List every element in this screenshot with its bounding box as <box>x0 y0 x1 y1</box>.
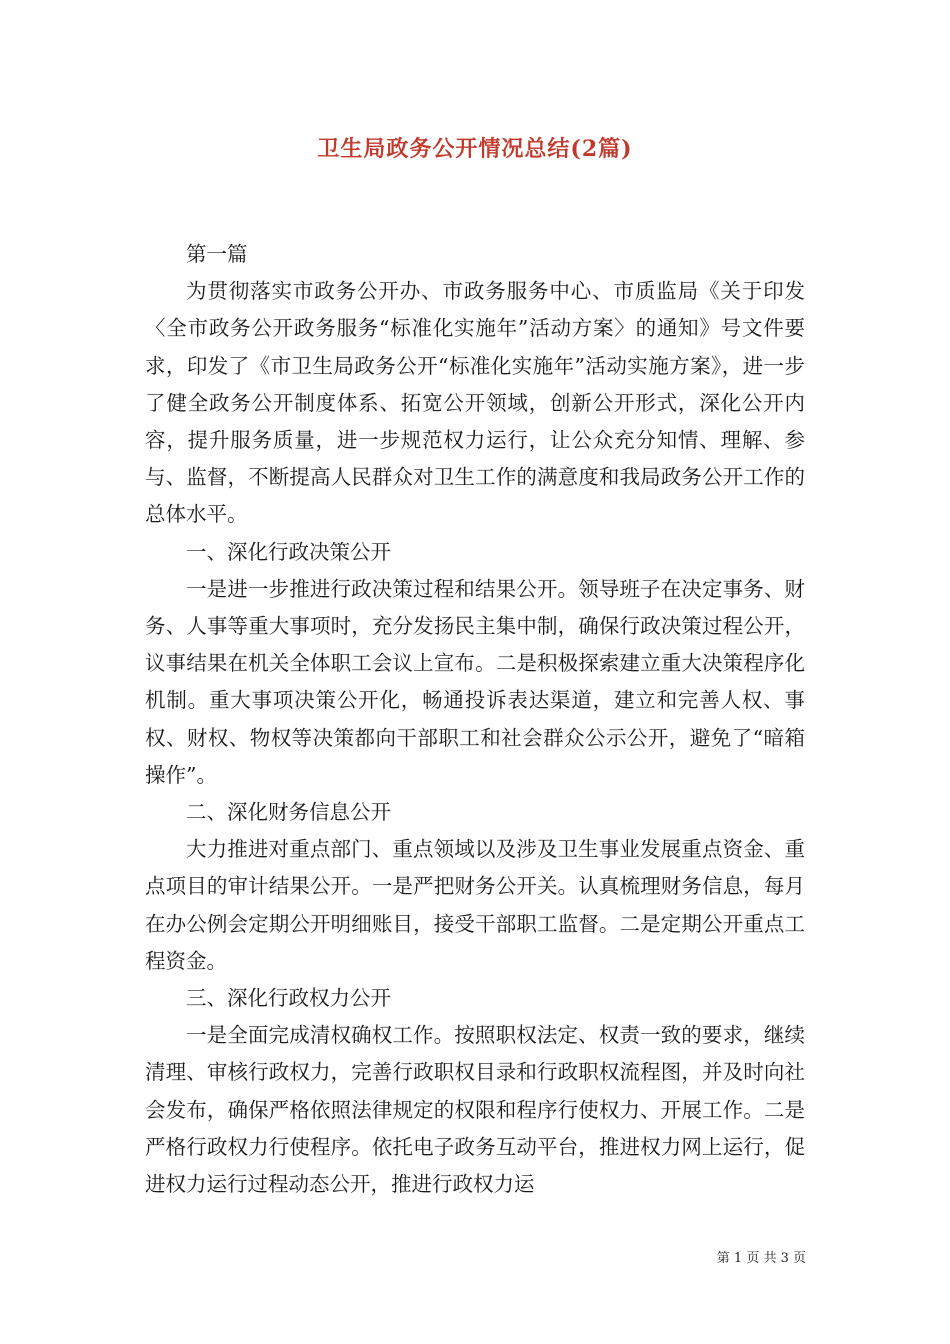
decision-paragraph: 一是进一步推进行政决策过程和结果公开。领导班子在决定事务、财务、人事等重大事项时，充分发扬民主集中制，确保行政决策过程公开，议事结果在机关全体职工会议上宣布。二是积极探索建立重大决策程序化机制。重大事项决策公开化，畅通投诉表达渠道，建立和完善人权、事权、财权、物权等决策都向干部职工和社会群众公示公开，避免了“暗箱操作”。 <box>145 576 805 787</box>
document-body <box>145 236 805 1203</box>
power-paragraph: 一是全面完成清权确权工作。按照职权法定、权责一致的要求，继续清理、审核行政权力，完善行政职权目录和行政职权流程图，并及时向社会发布，确保严格依照法律规定的权限和程序行使权力、开展工作。二是严格行政权力行使程序。依托电子政务互动平台，推进权力网上运行，促进权力运行过程动态公开，推进行政权力运 <box>145 1023 805 1197</box>
section-heading-decision: 一、深化行政决策公开 <box>186 539 391 564</box>
section-heading-finance: 二、深化财务信息公开 <box>186 800 391 825</box>
section-heading-first: 第一篇 <box>186 242 248 266</box>
finance-paragraph: 大力推进对重点部门、重点领域以及涉及卫生事业发展重点资金、重点项目的审计结果公开。一是严把财务公开关。认真梳理财务信息，每月在办公例会定期公开明细账目，接受干部职工监督。二是定期公开重点工程资金。 <box>145 837 805 973</box>
document-title: 卫生局政务公开情况总结(2篇) <box>317 136 633 162</box>
page-number: 第 1 页 共 3 页 <box>716 1251 806 1266</box>
intro-paragraph: 为贯彻落实市政务公开办、市政务服务中心、市质监局《关于印发〈全市政务公开政务服务“标准化实施年”活动方案〉的通知》号文件要求，印发了《市卫生局政务公开“标准化实施年”活动实施方案》，进一步了健全政务公开制度体系、拓宽公开领域，创新公开形式，深化公开内容，提升服务质量，进一步规范权力运行，让公众充分知情、理解、参与、监督，不断提高人民群众对卫生工作的满意度和我局政务公开工作的总体水平。 <box>145 279 805 527</box>
section-heading-power: 三、深化行政权力公开 <box>186 986 391 1011</box>
